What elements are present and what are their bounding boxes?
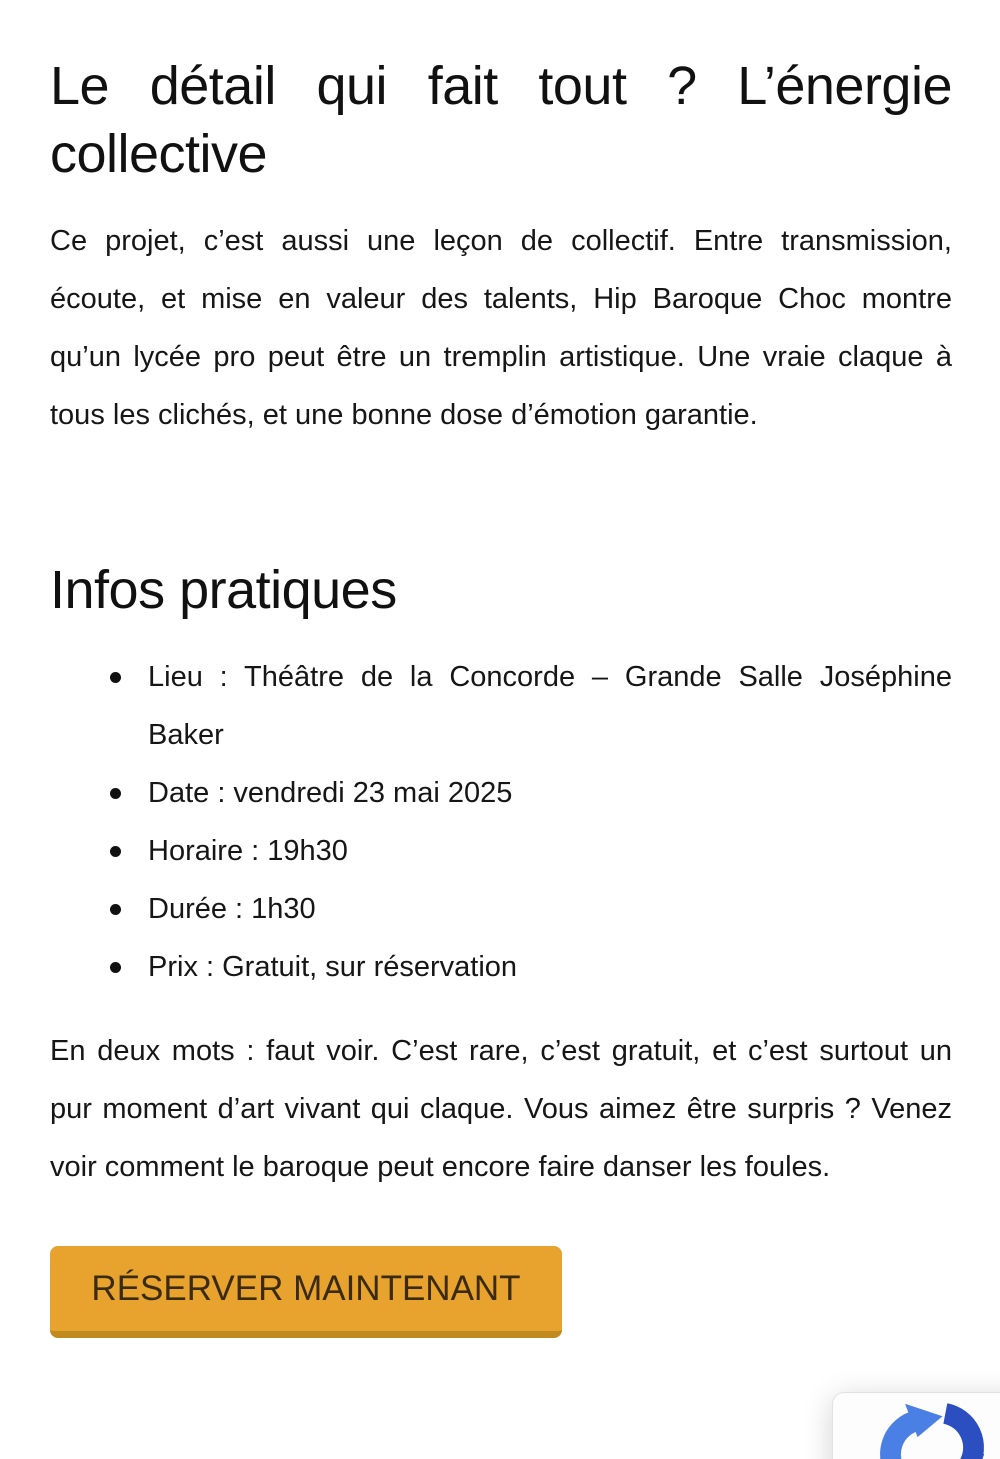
list-item-lieu: Lieu : Théâtre de la Concorde – Grande Salle Joséphine Baker	[148, 648, 952, 764]
article-heading: Le détail qui fait tout ? L’énergie collective	[50, 56, 952, 184]
translate-loop-icon	[867, 1401, 1000, 1459]
list-item-date: Date : vendredi 23 mai 2025	[148, 764, 952, 822]
infos-pratiques-heading: Infos pratiques	[50, 560, 397, 620]
translate-widget-card[interactable]	[832, 1392, 1000, 1459]
list-item-duree: Durée : 1h30	[148, 880, 952, 938]
list-item-horaire: Horaire : 19h30	[148, 822, 952, 880]
reserve-button[interactable]: RÉSERVER MAINTENANT	[50, 1246, 562, 1338]
infos-list	[50, 648, 952, 996]
list-item-prix: Prix : Gratuit, sur réservation	[148, 938, 952, 996]
article-paragraph-conclusion: En deux mots : faut voir. C’est rare, c’est gratuit, et c’est surtout un pur moment d’art vivant qui claque. Vous aimez être surpris ? Venez voir comment le baroque peut encore faire danser les foules.	[50, 1035, 952, 1183]
article-paragraph-collectif: Ce projet, c’est aussi une leçon de collectif. Entre transmission, écoute, et mise en valeur des talents, Hip Baroque Choc montre qu’un lycée pro peut être un tremplin artistique. Une vraie claque à tous les clichés, et une bonne dose d’émotion garantie.	[50, 225, 952, 431]
